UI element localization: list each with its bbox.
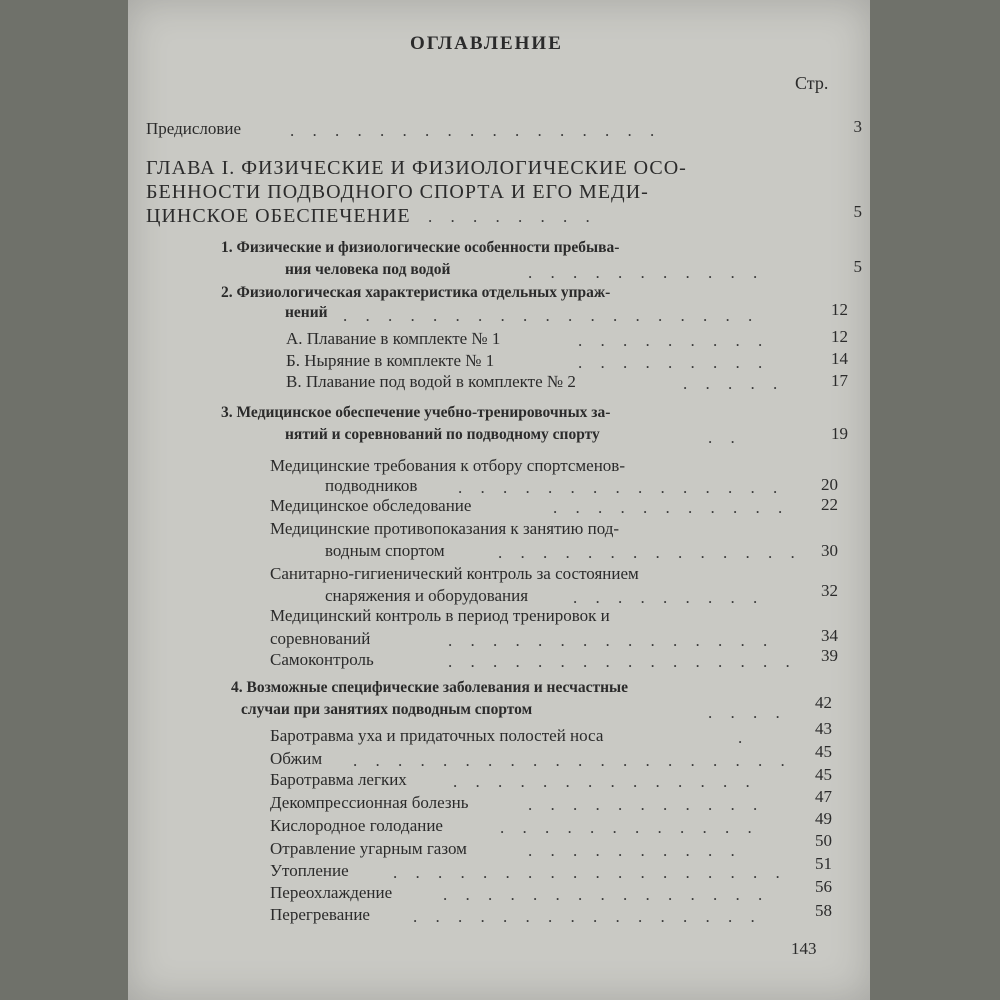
toc-leader-dots: . . . . . . . . . . . . . . (453, 773, 757, 790)
toc-entry-text: ЦИНСКОЕ ОБЕСПЕЧЕНИЕ (146, 205, 411, 227)
toc-entry-text: снаряжения и оборудования (325, 586, 529, 605)
toc-entry-page: 32 (821, 581, 838, 600)
toc-entry-text: случаи при занятиях подводным спортом (241, 701, 533, 718)
toc-entry-page: 56 (815, 877, 832, 896)
toc-leader-dots: . . . . . . . . . . . (528, 796, 765, 813)
toc-entry-text: Медицинские противопоказания к занятию под- (270, 519, 620, 538)
toc-entry-text: Санитарно-гигиенический контроль за состоянием (270, 564, 639, 583)
toc-entry-text: нений (285, 304, 328, 321)
toc-leader-dots: . . . . . . . . . (573, 589, 765, 606)
toc-entry-text: Утопление (270, 861, 349, 880)
toc-entry-text: ния человека под водой (285, 261, 451, 278)
toc-entry-text: Предисловие (146, 119, 242, 138)
toc-leader-dots: . . . . . . . . . . . . . . . . . (290, 122, 662, 139)
toc-entry-page: 22 (821, 495, 838, 514)
toc-entry-page: 3 (853, 117, 862, 136)
page-column-header: Стр. (795, 73, 829, 93)
toc-entry-text: подводников (325, 476, 418, 495)
toc-leader-dots: . . . . . . . . . . . . . . . . . . . . (353, 752, 792, 769)
toc-entry-text: нятий и соревнований по подводному спорту (285, 426, 600, 443)
toc-entry-page: 45 (815, 765, 832, 784)
toc-entry-text: Медицинское обследование (270, 496, 472, 515)
toc-entry-text: А. Плавание в комплекте № 1 (286, 329, 501, 348)
toc-leader-dots: . . . . . (683, 375, 785, 392)
toc-leader-dots: . . . . (708, 704, 787, 721)
toc-entry-text: В. Плавание под водой в комплекте № 2 (286, 372, 576, 391)
toc-entry-text: водным спортом (325, 541, 445, 560)
toc-entry-page: 34 (821, 626, 838, 645)
toc-leader-dots: . (738, 729, 750, 746)
toc-leader-dots: . . . . . . . . . . . . . . . (448, 632, 775, 649)
toc-entry-text: Обжим (270, 749, 323, 768)
toc-entry-page: 12 (831, 300, 848, 319)
page-title: ОГЛАВЛЕНИЕ (410, 33, 563, 54)
toc-leader-dots: . . . . . . . . (428, 208, 597, 225)
toc-entry-text: 2. Физиологическая характеристика отдельных упраж- (221, 284, 611, 301)
toc-entry-page: 19 (831, 424, 848, 443)
toc-entry-text: ГЛАВА I. ФИЗИЧЕСКИЕ И ФИЗИОЛОГИЧЕСКИЕ ОСО- (146, 157, 687, 179)
toc-entry-page: 43 (815, 719, 832, 738)
toc-leader-dots: . . . . . . . . . . . . . . . (443, 886, 770, 903)
toc-entry-text: Перегревание (270, 905, 370, 924)
toc-leader-dots: . . . . . . . . . . . (528, 264, 765, 281)
toc-leader-dots: . . . . . . . . . . . . . . . . . . (393, 864, 787, 881)
toc-entry-page: 30 (821, 541, 838, 560)
toc-leader-dots: . . . . . . . . . . (528, 842, 742, 859)
toc-entry-page: 5 (853, 202, 862, 221)
toc-entry-text: Баротравма уха и придаточных полостей носа (270, 726, 604, 745)
toc-entry-text: 4. Возможные специфические заболевания и несчастные (231, 679, 629, 696)
toc-entry-page: 20 (821, 475, 838, 494)
toc-entry-page: 42 (815, 693, 832, 712)
toc-leader-dots: . . (708, 429, 742, 446)
toc-entry-page: 39 (821, 646, 838, 665)
toc-leader-dots: . . . . . . . . . . . (553, 499, 790, 516)
toc-entry-text: БЕННОСТИ ПОДВОДНОГО СПОРТА И ЕГО МЕДИ- (146, 181, 649, 203)
toc-leader-dots: . . . . . . . . . . . . . . . . (448, 653, 797, 670)
toc-entry-text: Отравление угарным газом (270, 839, 467, 858)
toc-leader-dots: . . . . . . . . . (578, 354, 770, 371)
page-number: 143 (791, 939, 817, 958)
toc-leader-dots: . . . . . . . . . . . . . . . (458, 479, 785, 496)
toc-entry-text: 3. Медицинское обеспечение учебно-тренировочных за- (221, 404, 611, 421)
toc-leader-dots: . . . . . . . . . . . . (500, 819, 759, 836)
toc-leader-dots: . . . . . . . . . . . . . . (498, 544, 802, 561)
toc-entry-text: Декомпрессионная болезнь (270, 793, 469, 812)
toc-entry-text: Самоконтроль (270, 650, 374, 669)
toc-entry-page: 12 (831, 327, 848, 346)
toc-entry-page: 45 (815, 742, 832, 761)
toc-entry-text: соревнований (270, 629, 371, 648)
toc-entry-page: 17 (831, 371, 848, 390)
toc-entry-text: 1. Физические и физиологические особенности пребыва- (221, 239, 620, 256)
book-page (128, 0, 870, 1000)
toc-leader-dots: . . . . . . . . . . . . . . . . . . . (343, 307, 760, 324)
toc-entry-page: 51 (815, 854, 832, 873)
toc-entry-text: Переохлаждение (270, 883, 393, 902)
toc-entry-text: Медицинские требования к отбору спортсменов- (270, 456, 625, 475)
toc-entry-page: 14 (831, 349, 848, 368)
toc-entry-text: Медицинский контроль в период тренировок и (270, 606, 610, 625)
toc-entry-page: 49 (815, 809, 832, 828)
toc-entry-page: 5 (853, 257, 862, 276)
toc-entry-text: Б. Ныряние в комплекте № 1 (286, 351, 495, 370)
toc-leader-dots: . . . . . . . . . . . . . . . . (413, 908, 762, 925)
toc-entry-text: Баротравма легких (270, 770, 407, 789)
toc-entry-page: 58 (815, 901, 832, 920)
toc-leader-dots: . . . . . . . . . (578, 332, 770, 349)
toc-entry-page: 47 (815, 787, 832, 806)
toc-entry-page: 50 (815, 831, 832, 850)
toc-entry-text: Кислородное голодание (270, 816, 443, 835)
